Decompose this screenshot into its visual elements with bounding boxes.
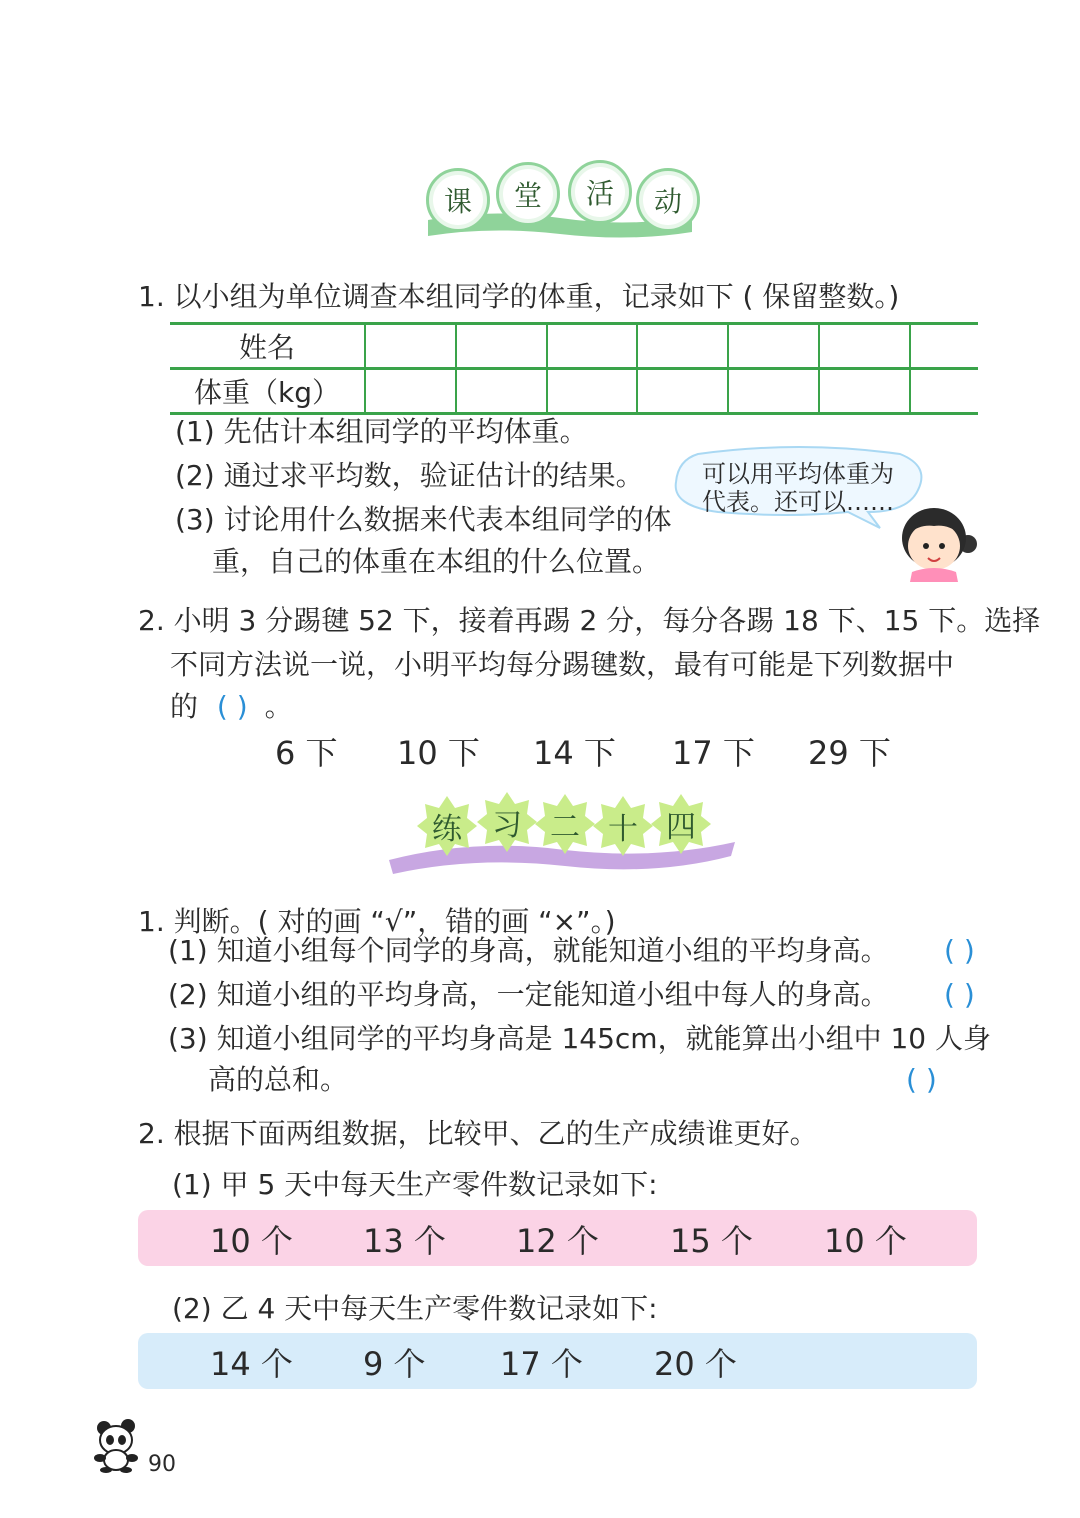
table-cell[interactable] bbox=[819, 369, 910, 414]
activity-q1-sub3-line2: 重，自己的体重在本组的什么位置。 bbox=[212, 545, 661, 578]
girl-illustration bbox=[898, 498, 982, 582]
table-cell[interactable] bbox=[910, 369, 978, 414]
option-1: 6 下 bbox=[275, 734, 338, 772]
table-row-weight bbox=[170, 369, 978, 414]
exercise-char-1-text: 练 bbox=[432, 812, 462, 847]
activity-q2-line2: 不同方法说一说，小明平均每分踢毽数，最有可能是下列数据中 bbox=[170, 648, 955, 681]
exercise-char-4-text: 十 bbox=[608, 812, 638, 847]
exercise-char-3 bbox=[533, 792, 597, 856]
activity-q1-label: 1. 以小组为单位调查本组同学的体重，记录如下 ( 保留整数。) bbox=[138, 280, 900, 313]
speech-bubble bbox=[668, 446, 930, 530]
jia-value-4: 15 个 bbox=[670, 1222, 753, 1260]
exercise-q2-sub2: (2) 乙 4 天中每天生产零件数记录如下: bbox=[172, 1292, 658, 1325]
activity-char-3: 活 bbox=[568, 160, 632, 224]
option-3: 14 下 bbox=[533, 734, 616, 772]
table-cell[interactable] bbox=[365, 324, 456, 369]
activity-q2-line1: 2. 小明 3 分踢毽 52 下，接着再踢 2 分，每分各踢 18 下、15 下。选择 bbox=[138, 604, 1041, 637]
page-number: 90 bbox=[148, 1452, 176, 1477]
table-cell[interactable] bbox=[728, 369, 819, 414]
exercise-q1-label: 1. 判断。( 对的画 “√”，错的画 “×”。) bbox=[138, 905, 616, 938]
yi-value-4: 20 个 bbox=[654, 1345, 737, 1383]
activity-q2-line3 bbox=[170, 690, 293, 724]
yi-value-1: 14 个 bbox=[210, 1345, 293, 1383]
jia-value-3: 12 个 bbox=[516, 1222, 599, 1260]
table-row-name bbox=[170, 324, 978, 369]
table-cell[interactable] bbox=[365, 369, 456, 414]
option-5: 29 下 bbox=[808, 734, 891, 772]
judge-paren-2[interactable]: ( ) bbox=[944, 978, 975, 1011]
exercise-char-5-text: 四 bbox=[666, 810, 696, 845]
exercise-q2-sub1: (1) 甲 5 天中每天生产零件数记录如下: bbox=[172, 1168, 658, 1201]
judge-paren-1[interactable]: ( ) bbox=[944, 934, 975, 967]
table-cell[interactable] bbox=[910, 324, 978, 369]
option-4: 17 下 bbox=[672, 734, 755, 772]
table-cell[interactable] bbox=[547, 324, 638, 369]
weight-table bbox=[170, 322, 978, 415]
answer-paren[interactable]: ( ) bbox=[216, 690, 248, 723]
table-header-weight: 体重（kg） bbox=[170, 369, 365, 414]
exercise-char-4 bbox=[591, 794, 655, 858]
table-cell[interactable] bbox=[819, 324, 910, 369]
bubble-line2: 代表。还可以…… bbox=[702, 488, 894, 516]
exercise-char-2-text: 习 bbox=[492, 808, 522, 843]
yi-value-2: 9 个 bbox=[363, 1345, 426, 1383]
table-cell[interactable] bbox=[637, 324, 728, 369]
panda-icon bbox=[92, 1418, 142, 1474]
activity-q1-sub3-line1: (3) 讨论用什么数据来代表本组同学的体 bbox=[175, 503, 672, 536]
activity-q2-de: 的 bbox=[170, 690, 199, 723]
exercise-q1-s1: (1) 知道小组每个同学的身高，就能知道小组的平均身高。 bbox=[168, 934, 889, 967]
exercise-q1-s2: (2) 知道小组的平均身高，一定能知道小组中每人的身高。 bbox=[168, 978, 889, 1011]
jia-value-5: 10 个 bbox=[824, 1222, 907, 1260]
exercise-char-5 bbox=[649, 792, 713, 856]
table-cell[interactable] bbox=[728, 324, 819, 369]
exercise-q1-s3-line1: (3) 知道小组同学的平均身高是 145cm，就能算出小组中 10 人身 bbox=[168, 1022, 992, 1055]
bubble-line1: 可以用平均体重为 bbox=[702, 460, 894, 488]
jia-value-1: 10 个 bbox=[210, 1222, 293, 1260]
table-cell[interactable] bbox=[456, 324, 547, 369]
activity-char-4: 动 bbox=[636, 168, 700, 232]
jia-value-2: 13 个 bbox=[363, 1222, 446, 1260]
exercise-banner bbox=[385, 790, 745, 880]
activity-char-2: 堂 bbox=[496, 162, 560, 226]
yi-data-band bbox=[138, 1333, 977, 1389]
exercise-q1-s3-line2: 高的总和。 bbox=[208, 1063, 349, 1096]
activity-q1-sub1: (1) 先估计本组同学的平均体重。 bbox=[175, 415, 588, 448]
table-cell[interactable] bbox=[547, 369, 638, 414]
period: 。 bbox=[264, 690, 293, 723]
activity-q1-sub2: (2) 通过求平均数，验证估计的结果。 bbox=[175, 459, 644, 492]
table-header-name: 姓名 bbox=[170, 324, 365, 369]
exercise-char-1 bbox=[415, 794, 479, 858]
exercise-char-3-text: 二 bbox=[550, 810, 580, 845]
activity-char-1: 课 bbox=[426, 168, 490, 232]
jia-data-band bbox=[138, 1210, 977, 1266]
exercise-q2-label: 2. 根据下面两组数据，比较甲、乙的生产成绩谁更好。 bbox=[138, 1117, 818, 1150]
option-2: 10 下 bbox=[397, 734, 480, 772]
girl-icon bbox=[898, 498, 982, 582]
table-cell[interactable] bbox=[456, 369, 547, 414]
table-cell[interactable] bbox=[637, 369, 728, 414]
activity-banner bbox=[420, 160, 700, 240]
judge-paren-3[interactable]: ( ) bbox=[906, 1063, 937, 1096]
yi-value-3: 17 个 bbox=[500, 1345, 583, 1383]
exercise-char-2 bbox=[475, 790, 539, 854]
